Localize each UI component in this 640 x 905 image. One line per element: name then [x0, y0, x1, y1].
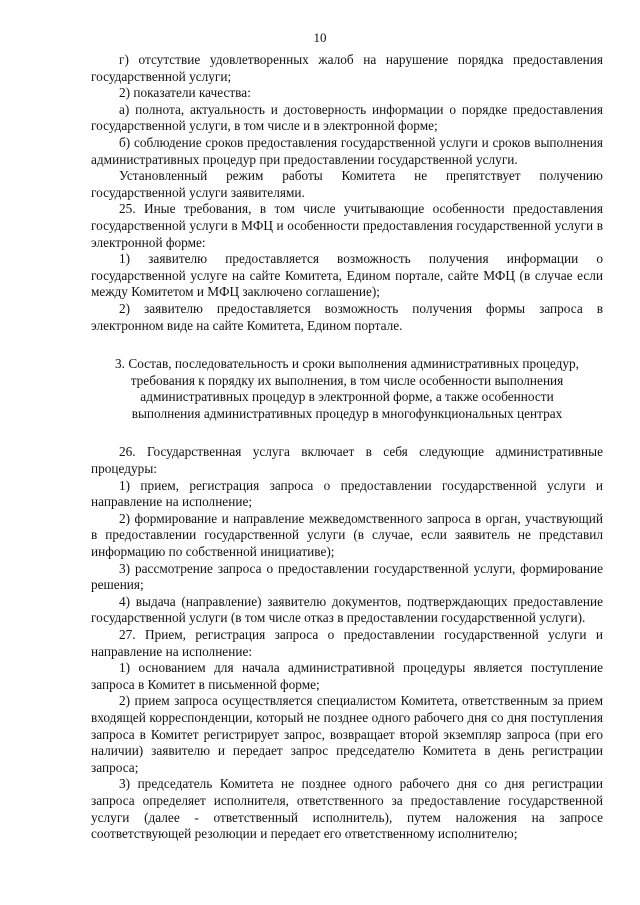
section-heading-line: выполнения административных процедур в многофункциональных центрах: [131, 405, 563, 421]
paragraph: 27. Прием, регистрация запроса о предоставлении государственной услуги и направление на исполнение:: [91, 627, 603, 659]
paragraph: б) соблюдение сроков предоставления государственной услуги и сроков выполнения административных процедур при предоставлении государственной услуги.: [91, 134, 603, 167]
document-body: [91, 52, 603, 843]
paragraph: 3) председатель Комитета не позднее одного рабочего дня со дня регистрации запроса определяет исполнителя, ответственного за предоставление государственной услуги (далее - ответственный исполнитель), путем наложения на запросе соответствующей резолюции и передает его ответственному исполнителю;: [91, 776, 603, 842]
paragraph: 1) основанием для начала административной процедуры является поступление запроса в Комитет в письменной форме;: [91, 660, 603, 692]
paragraph: 2) заявителю предоставляется возможность получения формы запроса в электронном виде на сайте Комитета, Едином портале.: [91, 300, 603, 333]
paragraph: 4) выдача (направление) заявителю документов, подтверждающих предоставление государственной услуги (в том числе отказ в предоставлении государственной услуги).: [91, 593, 603, 626]
paragraph: 1) заявителю предоставляется возможность получения информации о государственной услуге на сайте Комитета, Едином портале, сайте МФЦ (в случае если между Комитетом и МФЦ заключено соглашение);: [91, 251, 603, 300]
page-number: 10: [313, 30, 327, 45]
paragraph: 2) прием запроса осуществляется специалистом Комитета, ответственным за прием входящей корреспонденции, который не позднее одного рабочего дня со дня поступления запроса в Комитет регистрирует запрос, возвращает второй экземпляр запроса (при его наличии) заявителю и передает запрос председателю Комитета в день регистрации запроса;: [91, 693, 603, 775]
paragraph: 26. Государственная услуга включает в себя следующие административные процедуры:: [91, 444, 603, 477]
paragraph: Установленный режим работы Комитета не препятствует получению государственной услуги заявителями.: [91, 168, 603, 200]
paragraph: 25. Иные требования, в том числе учитывающие особенности предоставления государственной услуги в МФЦ и особенности предоставления государственной услуги в электронной форме:: [91, 201, 603, 250]
paragraph: г) отсутствие удовлетворенных жалоб на нарушение порядка предоставления государственной услуги;: [91, 52, 603, 84]
paragraph: а) полнота, актуальность и достоверность информации о порядке предоставления государственной услуги, в том числе и в электронной форме;: [91, 101, 603, 134]
section-heading-line: требования к порядку их выполнения, в том числе особенности выполнения: [130, 372, 564, 388]
paragraph: 2) формирование и направление межведомственного запроса в орган, участвующий в предоставлении государственной услуги (в случае, если заявитель не представил информацию по собственной инициативе);: [91, 510, 603, 560]
paragraph: 1) прием, регистрация запроса о предоставлении государственной услуги и направление на исполнение;: [91, 477, 603, 510]
paragraph: 3) рассмотрение запроса о предоставлении государственной услуги, формирование решения;: [91, 560, 603, 593]
section-heading-line: административных процедур в электронной форме, а также особенности: [140, 389, 554, 405]
section-heading-line: 3. Состав, последовательность и сроки выполнения административных процедур,: [115, 356, 579, 372]
paragraph: 2) показатели качества:: [119, 85, 251, 101]
section-heading: [91, 356, 603, 422]
